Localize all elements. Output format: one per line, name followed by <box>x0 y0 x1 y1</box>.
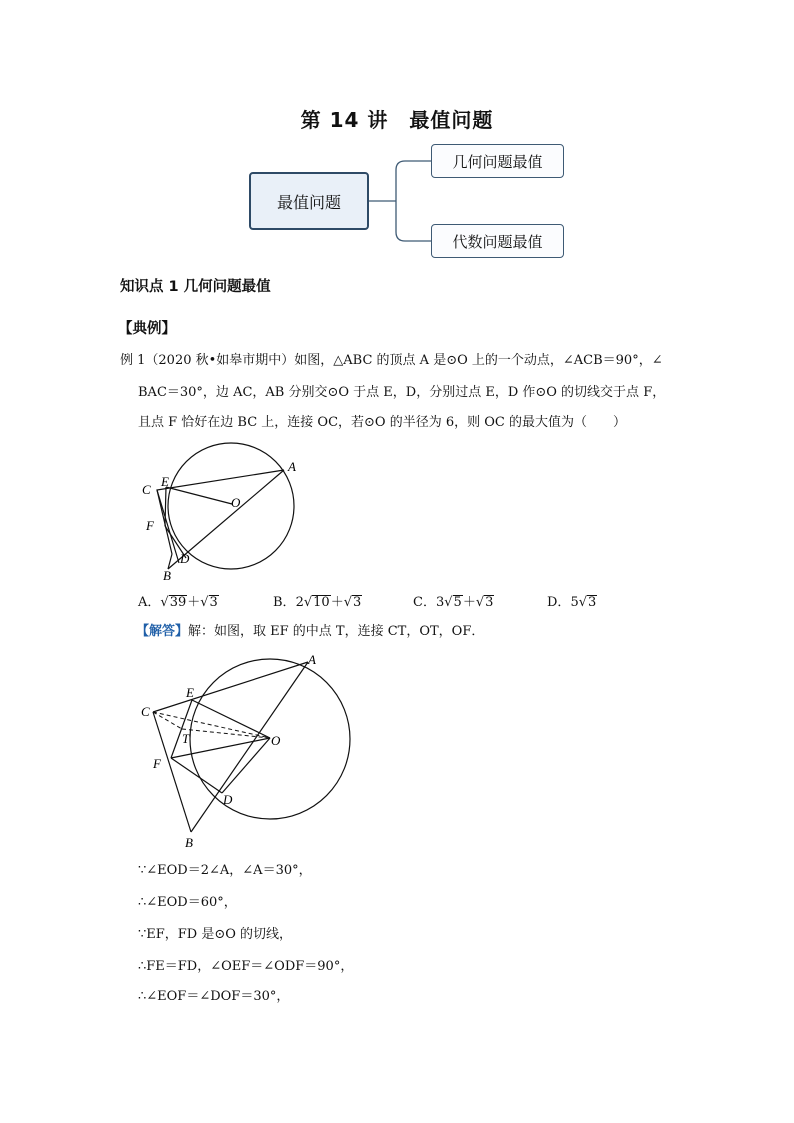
mindmap-child-algebra: 代数问题最值 <box>431 224 564 258</box>
choice-c-rad2: 3 <box>485 595 494 610</box>
choice-b-rad1: 10 <box>313 595 330 610</box>
choice-b-plus: ＋ <box>330 595 344 610</box>
solution-step-4: ∴FE＝FD，∠OEF＝∠ODF＝90°， <box>138 959 354 974</box>
choice-b: B．2√10＋√3 <box>273 595 362 610</box>
problem-line-3: 且点 F 恰好在边 BC 上，连接 OC，若⊙O 的半径为 6，则 OC 的最大值为（ ） <box>138 415 626 430</box>
fig2-label-O: O <box>271 733 281 748</box>
problem-line-1: 例 1（2020 秋•如皋市期中）如图，△ABC 的顶点 A 是⊙O 上的一个动点，∠ACB＝90°，∠ <box>120 353 663 368</box>
fig2-label-A: A <box>308 652 316 667</box>
choice-a: A．√39＋√3 <box>138 595 218 610</box>
solution-step-5: ∴∠EOF＝∠DOF＝30°， <box>138 989 290 1004</box>
choice-b-rad2: 3 <box>353 595 362 610</box>
choice-c-letter: C． <box>413 595 436 610</box>
fig1-label-O: O <box>231 495 241 510</box>
choice-a-letter: A． <box>138 595 161 610</box>
example-tag: 【典例】 <box>118 321 176 337</box>
fig2-label-E: E <box>186 685 194 700</box>
solution-tag: 【解答】 <box>136 624 189 639</box>
mindmap-child-geometry: 几何问题最值 <box>431 144 564 178</box>
choice-c-rad1: 5 <box>453 595 462 610</box>
solution-intro-line <box>136 622 484 642</box>
choice-d-coef: 5 <box>570 595 579 610</box>
page-title: 第 14 讲 最值问题 <box>300 108 494 132</box>
choice-d: D．5√3 <box>547 595 597 610</box>
mindmap-root: 最值问题 <box>249 172 369 230</box>
section-heading: 知识点 1 几何问题最值 <box>120 279 271 295</box>
fig1-label-B: B <box>163 568 171 583</box>
choice-a-rad2: 3 <box>209 595 218 610</box>
fig1-label-C: C <box>142 482 151 497</box>
choice-c: C．3√5＋√3 <box>413 595 494 610</box>
fig1-label-A: A <box>288 459 296 474</box>
mindmap-connectors <box>0 0 794 300</box>
choice-d-letter: D． <box>547 595 571 610</box>
choice-c-coef: 3 <box>435 595 445 610</box>
choice-c-plus: ＋ <box>462 595 476 610</box>
solution-step-3: ∵EF，FD 是⊙O 的切线， <box>138 927 293 942</box>
fig1-label-F: F <box>146 518 154 533</box>
fig2-label-B: B <box>185 835 193 850</box>
fig2-label-F: F <box>153 756 161 771</box>
fig2-label-D: D <box>223 792 233 807</box>
solution-step-1: ∵∠EOD＝2∠A，∠A＝30°， <box>138 863 312 878</box>
figure-2 <box>130 648 370 853</box>
choice-b-coef: 2 <box>295 595 304 610</box>
fig1-label-E: E <box>161 474 169 489</box>
choice-a-rad1: 39 <box>169 595 187 610</box>
fig2-label-C: C <box>141 704 150 719</box>
choice-d-rad1: 3 <box>588 595 597 610</box>
fig1-label-D: D <box>180 551 190 566</box>
choice-a-plus: ＋ <box>187 595 201 610</box>
choice-b-letter: B． <box>273 595 296 610</box>
solution-step-2: ∴∠EOD＝60°， <box>138 895 237 910</box>
fig2-label-T: T <box>182 731 190 746</box>
problem-line-2: BAC＝30°，边 AC，AB 分别交⊙O 于点 E，D，分别过点 E，D 作⊙O 的切线交于点 F， <box>138 385 666 400</box>
solution-intro: 解：如图，取 EF 的中点 T，连接 CT，OT，OF． <box>188 624 485 639</box>
figure-1 <box>130 440 310 590</box>
